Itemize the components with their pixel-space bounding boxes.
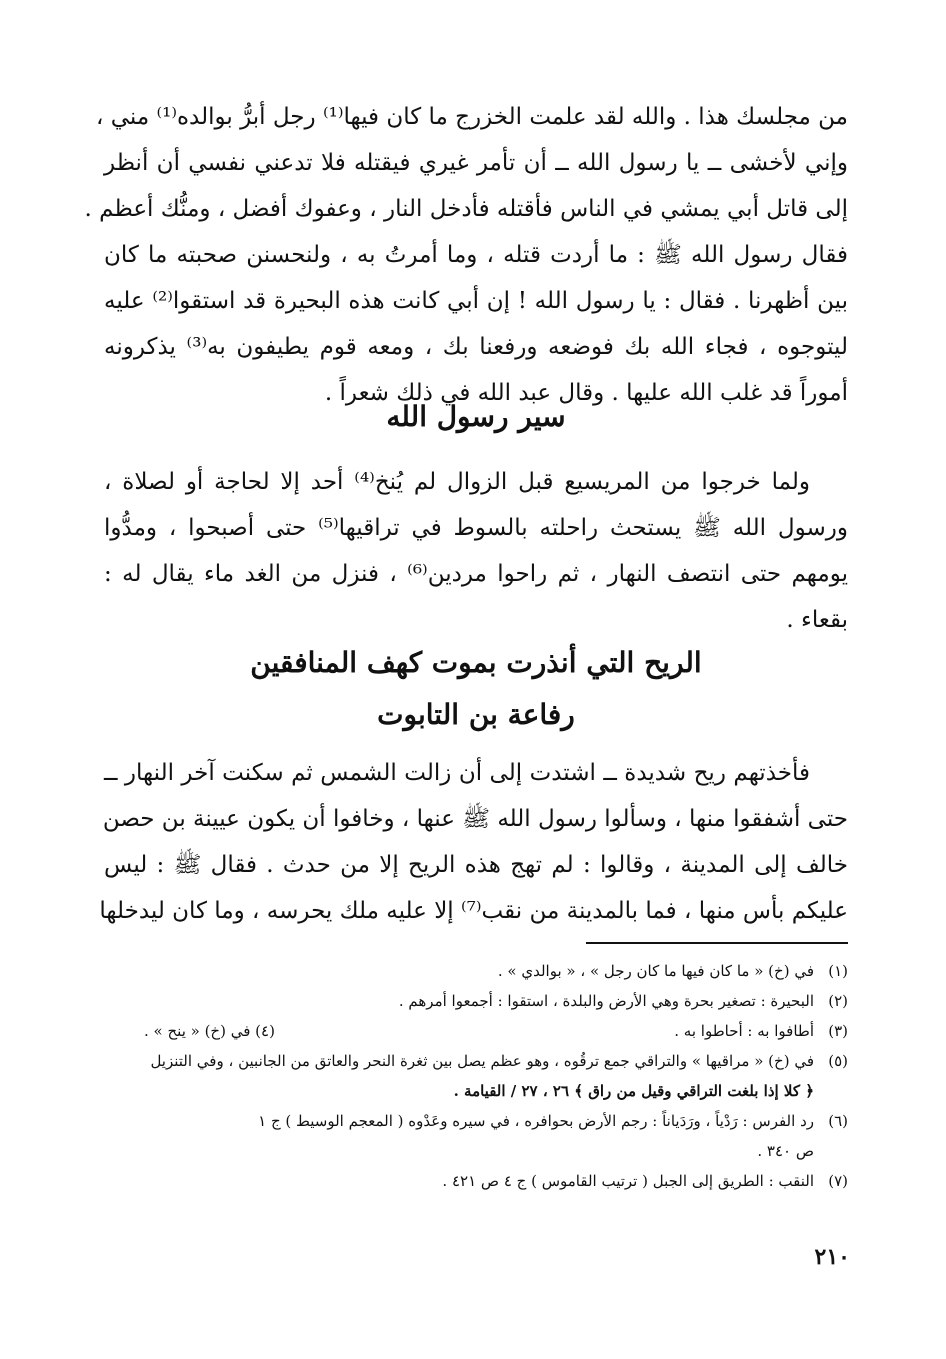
footnotes	[104, 956, 848, 1196]
text-line: خالف إلى المدينة ، وقالوا : لم تهج هذه الريح إلا من حدث . فقال ﷺ : ليس	[104, 852, 848, 878]
footnote	[104, 1166, 848, 1196]
footnote-number: (٥)	[828, 1052, 848, 1070]
footnote-number	[814, 1136, 848, 1166]
section-heading-2: الريح التي أنذرت بموت كهف المنافقين	[250, 646, 702, 679]
text-line: بين أظهرنا . فقال : يا رسول الله ! إن أبي كانت هذه البحيرة قد استقوا⁽²⁾ عليه	[104, 288, 848, 314]
footnote-text: في (خ) « ما كان فيها ما كان رجل » ، « بوالدي » .	[497, 962, 814, 980]
text-line: فأخذتهم ريح شديدة ــ اشتدت إلى أن زالت الشمس ثم سكنت آخر النهار ــ	[104, 760, 810, 786]
footnote	[104, 956, 848, 986]
text-line: ورسول الله ﷺ يستحث راحلته بالسوط في تراقيها⁽⁵⁾ حتى أصبحوا ، ومدُّوا	[104, 515, 848, 541]
footnote-text: (٤) في (خ) « ينح » .	[144, 1022, 275, 1040]
footnote-text: البحيرة : تصغير بحرة وهي الأرض والبلدة ، استقوا : أجمعوا أمرهم .	[398, 992, 814, 1010]
footnote-number: (٦)	[828, 1112, 848, 1130]
section-heading-1: سير رسول الله	[386, 400, 566, 433]
section-heading-3: رفاعة بن التابوت	[377, 698, 575, 731]
text-line: ولما خرجوا من المريسيع قبل الزوال لم يُنخ⁽⁴⁾ أحد إلا لحاجة أو لصلاة ،	[104, 469, 810, 495]
paragraph-3	[99, 750, 848, 934]
text-line: أموراً قد غلب الله عليها . وقال عبد الله في ذلك شعراً .	[324, 380, 848, 406]
page-number: ٢١٠	[814, 1244, 850, 1270]
footnote-continuation	[104, 1136, 848, 1166]
footnote-text: ﴿ كلا إذا بلغت التراقي وقيل من راق ﴾ ٢٦ ، ٢٧ / القيامة .	[453, 1082, 814, 1100]
paragraph-1	[84, 94, 848, 416]
text-line: عليكم بأس منها ، فما بالمدينة من نقب⁽⁷⁾ إلا عليه ملك يحرسه ، وما كان ليدخلها	[99, 898, 848, 924]
footnote-text: أطافوا به : أحاطوا به .	[674, 1022, 814, 1040]
footnote-number	[814, 1076, 848, 1106]
text-line: إلى قاتل أبي يمشي في الناس فأقتله فأدخل النار ، وعفوك أفضل ، ومنُّك أعظم .	[84, 196, 848, 222]
text-line: ليتوجوه ، فجاء الله بك فوضعه ورفعنا بك ، ومعه قوم يطيفون به⁽³⁾ يذكرونه	[104, 334, 848, 360]
text-line: حتى أشفقوا منها ، وسألوا رسول الله ﷺ عنها ، وخافوا أن يكون عيينة بن حصن	[102, 806, 848, 832]
footnote-number: (٣)	[828, 1022, 848, 1040]
footnote-continuation	[104, 1076, 848, 1106]
footnote-text: النقب : الطريق إلى الجبل ( ترتيب القاموس ) ج ٤ ص ٤٢١ .	[442, 1172, 814, 1190]
paragraph-2	[104, 459, 848, 643]
footnote-text: في (خ) « مراقيها » والتراقي جمع ترقُوه ، وهو عظم يصل بين ثغرة النحر والعاتق من الجانبين ، وفي التنزيل	[150, 1052, 814, 1070]
text-line: من مجلسك هذا . والله لقد علمت الخزرج ما كان فيها⁽¹⁾ رجل أبرُّ بوالده⁽¹⁾ مني ،	[95, 104, 848, 130]
footnote-number: (٢)	[828, 992, 848, 1010]
footnote-divider	[586, 942, 848, 944]
footnote	[104, 1106, 848, 1136]
footnote	[104, 1016, 848, 1046]
footnote-number: (١)	[828, 962, 848, 980]
text-line: بقعاء .	[786, 607, 848, 633]
text-line: فقال رسول الله ﷺ : ما أردت قتله ، وما أمرتُ به ، ولنحسنن صحبته ما كان	[104, 242, 848, 268]
footnote-text: ص ٣٤٠ .	[757, 1142, 814, 1160]
footnote-text: رد الفرس : رَدْياً ، ورَدَياناً : رجم الأرض بحوافره ، في سيره وعَدْوه ( المعجم الوسيط ) ج ١	[258, 1112, 814, 1130]
text-line: يومهم حتى انتصف النهار ، ثم راحوا مردين⁽⁶⁾ ، فنزل من الغد ماء يقال له :	[104, 561, 848, 587]
footnote	[104, 986, 848, 1016]
footnote-number: (٧)	[828, 1172, 848, 1190]
footnote	[104, 1046, 848, 1076]
text-line: وإني لأخشى ــ يا رسول الله ــ أن تأمر غيري فيقتله فلا تدعني نفسي أن أنظر	[104, 150, 848, 176]
